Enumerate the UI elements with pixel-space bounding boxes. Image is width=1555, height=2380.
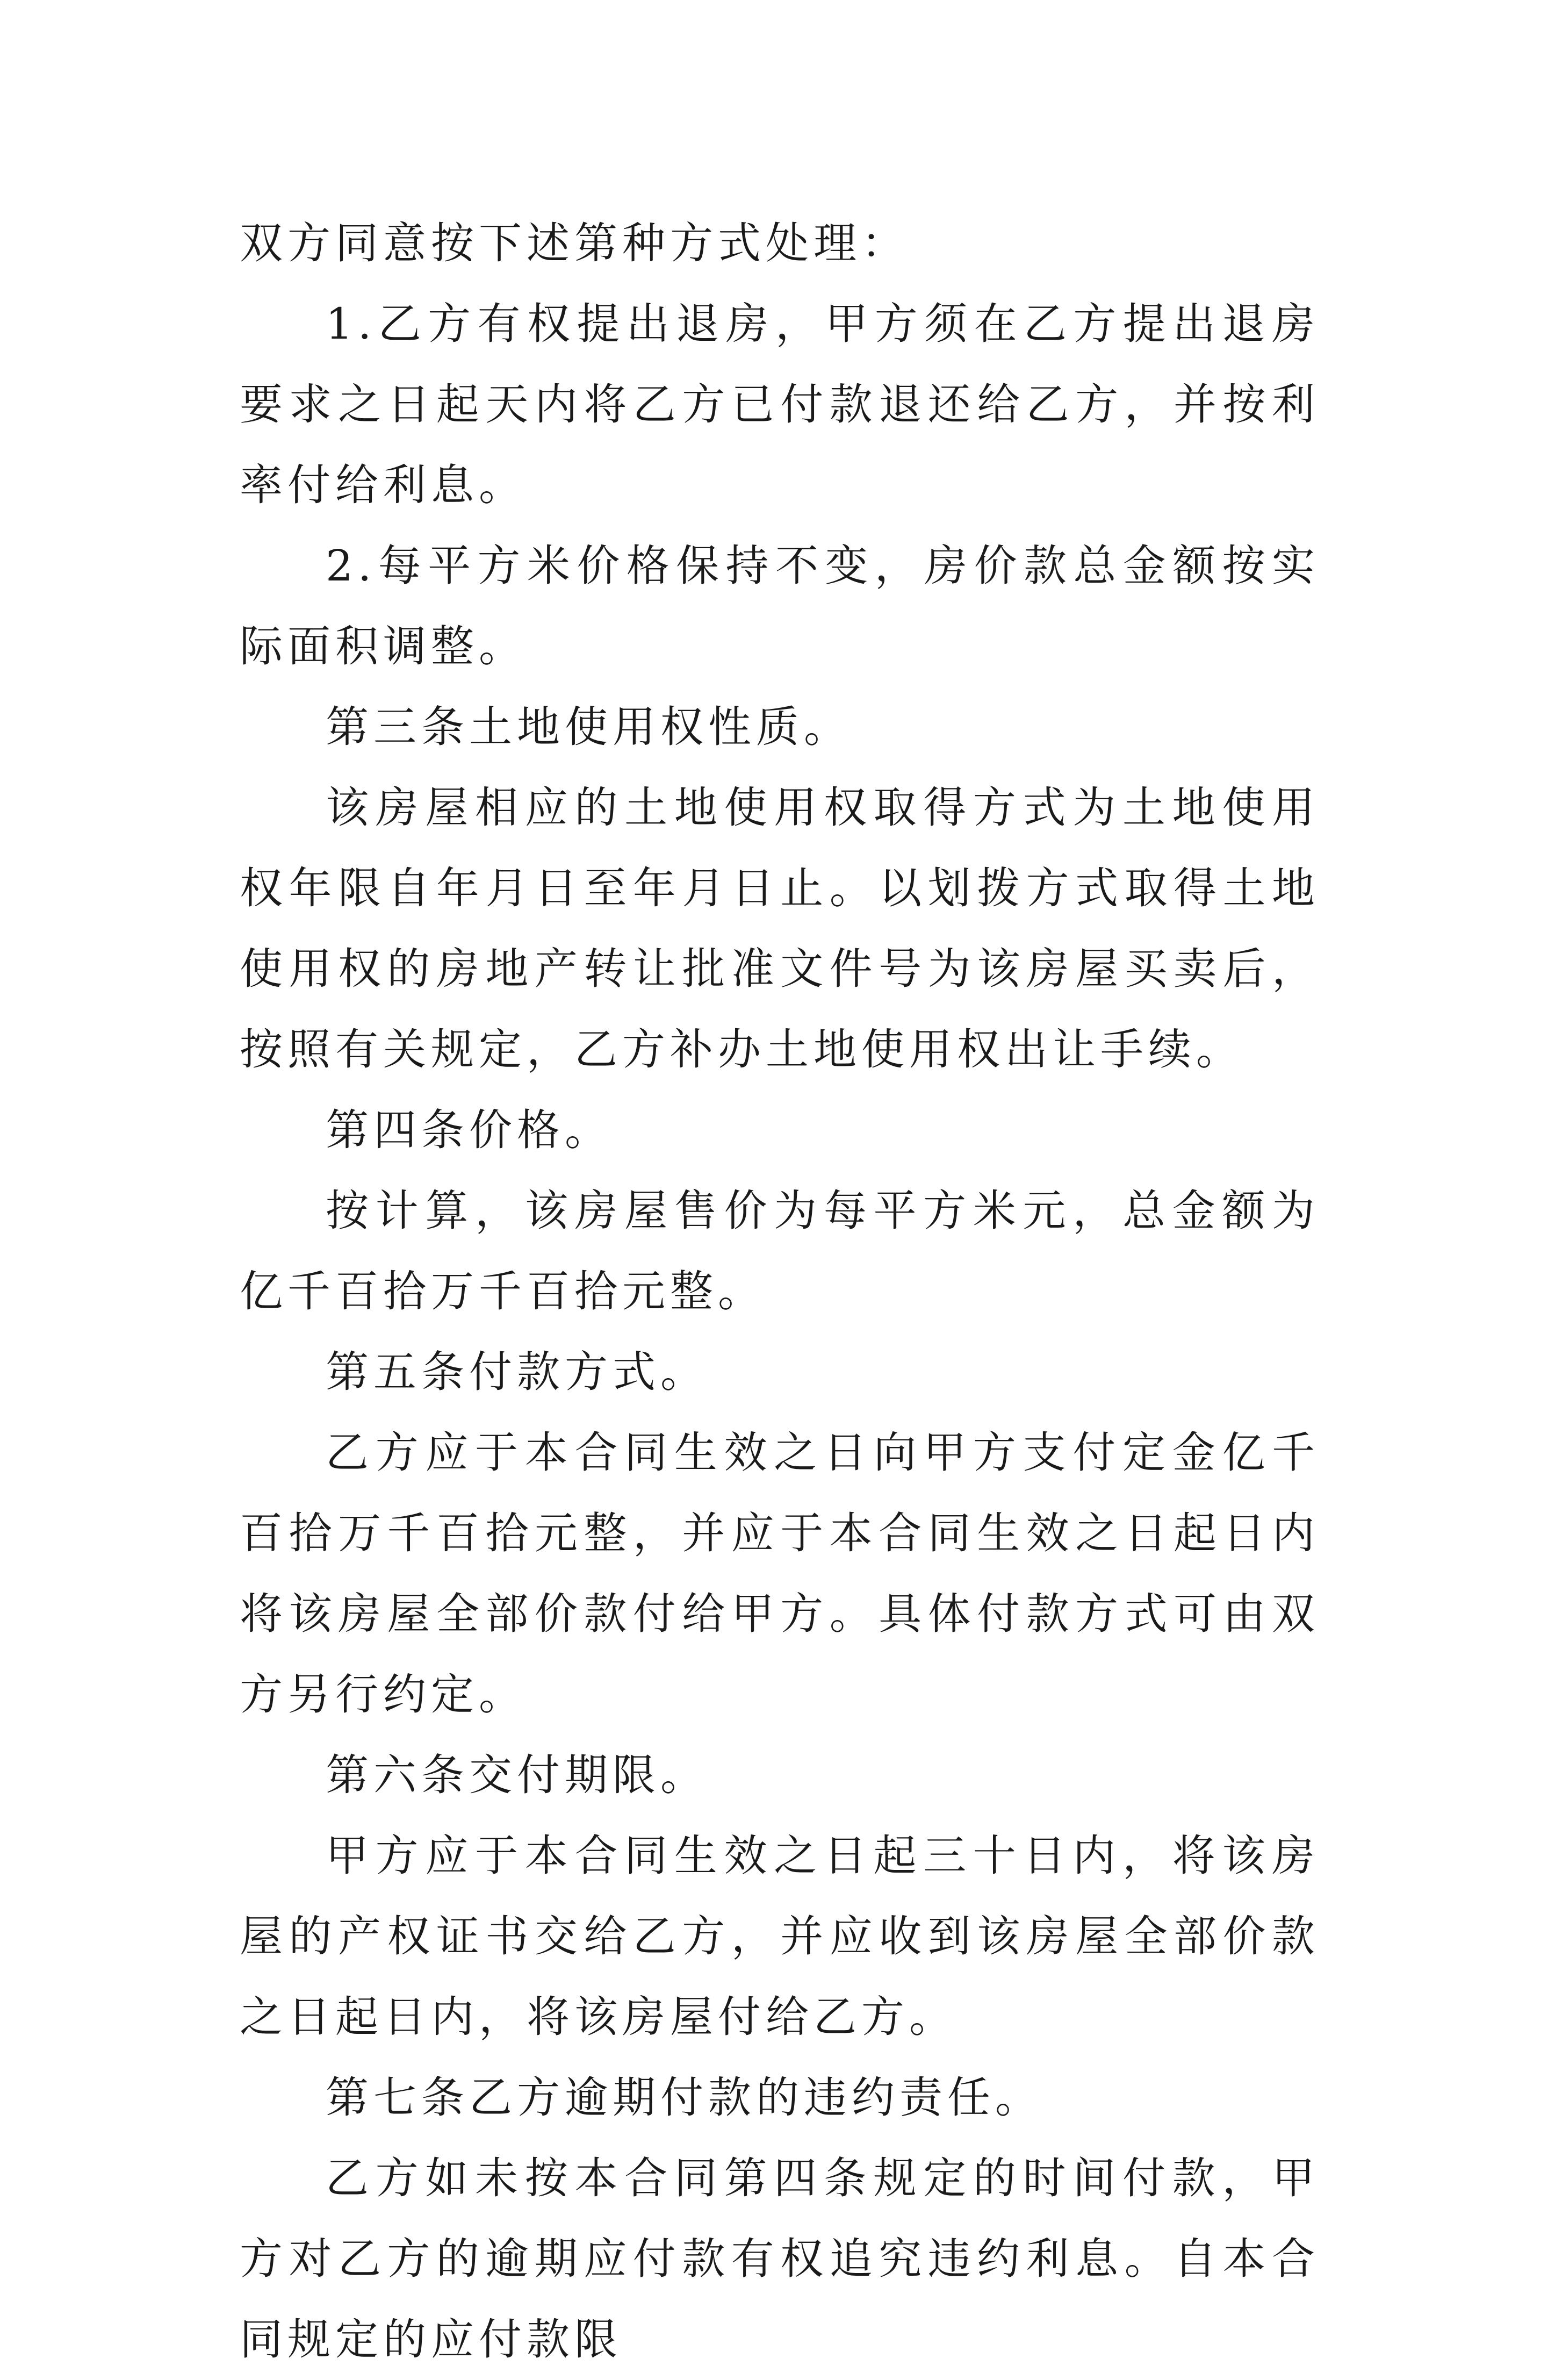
section-heading: 第三条土地使用权性质。: [326, 702, 852, 752]
section-heading: 第七条乙方逾期付款的违约责任。: [326, 2073, 1043, 2123]
section-heading: 第五条付款方式。: [326, 1347, 708, 1397]
section-heading: 第四条价格。: [326, 1105, 613, 1155]
paragraph: 1.乙方有权提出退房，甲方须在乙方提出退房要求之日起天内将乙方已付款退还给乙方，并按利率付给利息。: [240, 299, 1320, 510]
paragraph: 乙方应于本合同生效之日向甲方支付定金亿千百拾万千百拾元整，并应于本合同生效之日起日内将该房屋全部价款付给甲方。具体付款方式可由双方另行约定。: [240, 1428, 1320, 1719]
paragraph: 乙方如未按本合同第四条规定的时间付款，甲方对乙方的逾期应付款有权追究违约利息。自本合同规定的应付款限: [240, 2153, 1320, 2364]
paragraph: 甲方应于本合同生效之日起三十日内，将该房屋的产权证书交给乙方，并应收到该房屋全部价款之日起日内，将该房屋付给乙方。: [240, 1831, 1320, 2042]
section-heading: 第六条交付期限。: [326, 1750, 708, 1800]
paragraph: 双方同意按下述第种方式处理：: [240, 218, 909, 268]
contract-body: [240, 203, 1320, 2380]
paragraph: 该房屋相应的土地使用权取得方式为土地使用权年限自年月日至年月日止。以划拨方式取得土地使用权的房地产转让批准文件号为该房屋买卖后，按照有关规定，乙方补办土地使用权出让手续。: [240, 783, 1320, 1074]
paragraph: 2.每平方米价格保持不变，房价款总金额按实际面积调整。: [240, 541, 1320, 671]
paragraph: 按计算，该房屋售价为每平方米元，总金额为亿千百拾万千百拾元整。: [240, 1186, 1320, 1316]
